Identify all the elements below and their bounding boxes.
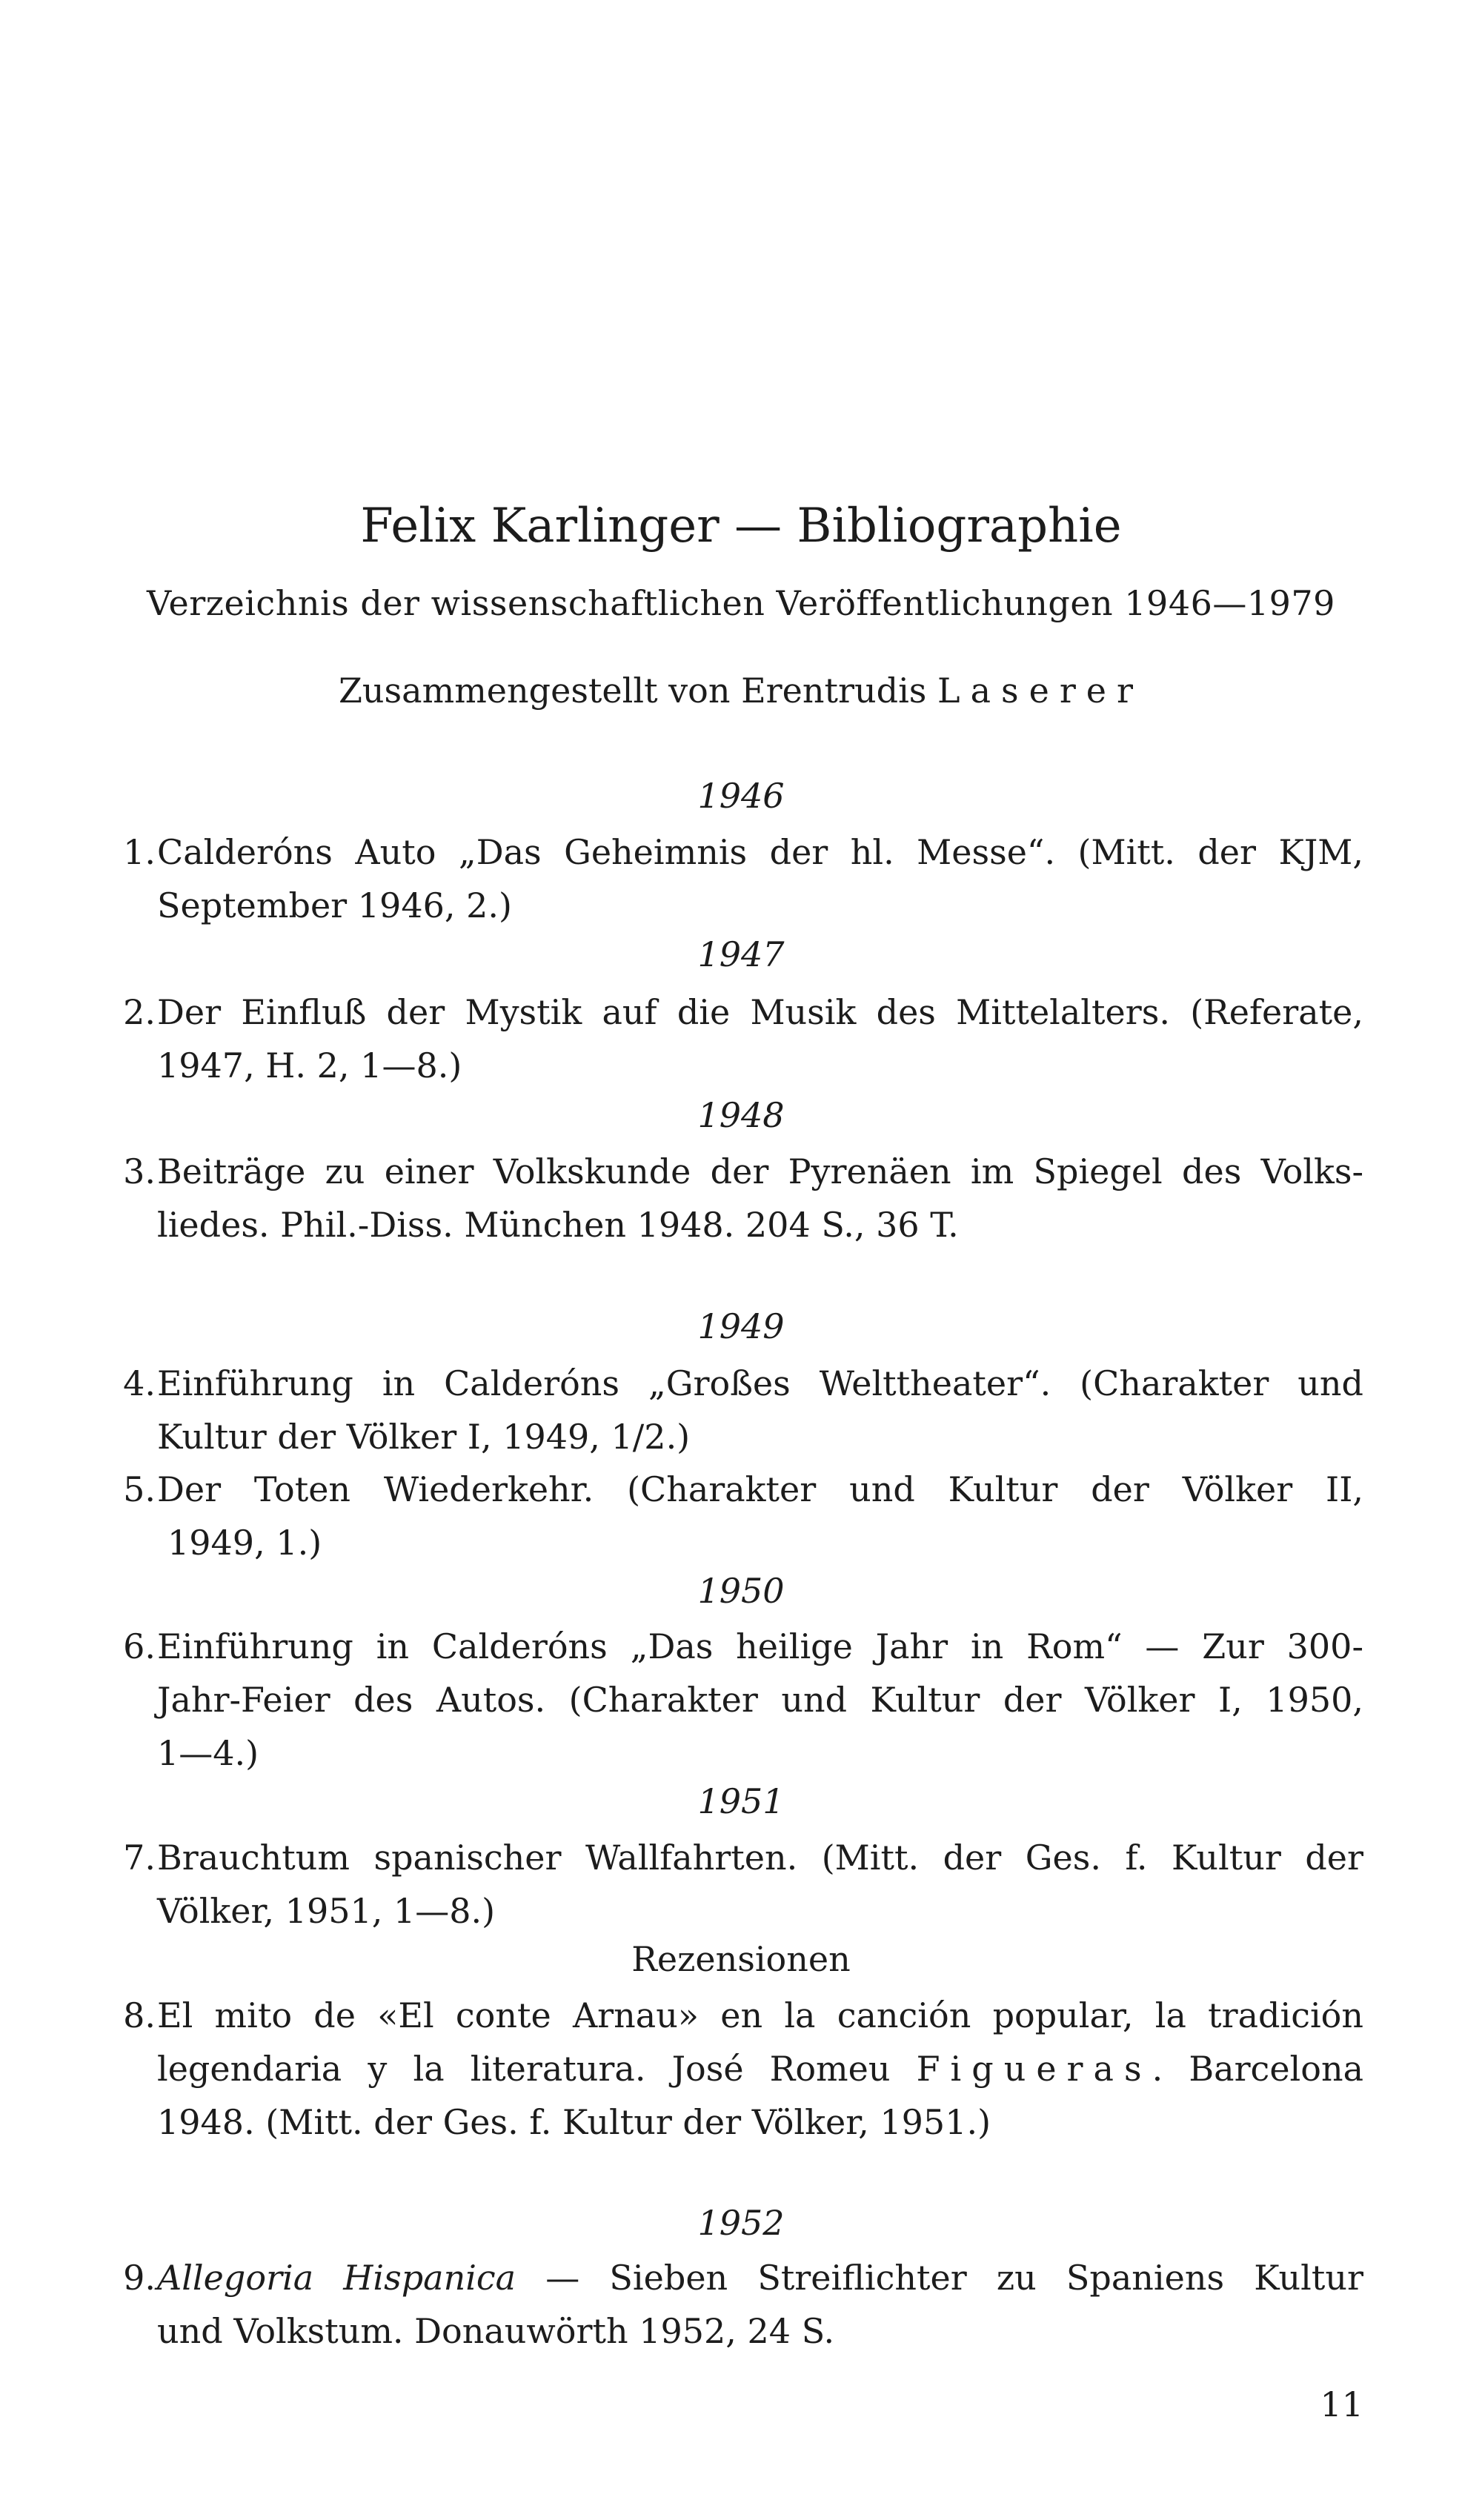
entry-number: 6.	[123, 1626, 156, 1666]
entry-line: 1—4.)	[157, 1733, 259, 1773]
entry-number: 5.	[123, 1469, 156, 1509]
entry-line: Jahr-Feier des Autos. (Charakter und Kultur der Völker I, 1950,	[157, 1680, 1363, 1720]
entry-line: Der Einfluß der Mystik auf die Musik des Mittelalters. (Referate,	[157, 992, 1363, 1032]
entry-line: El mito de «El conte Arnau» en la canción popular, la tradición	[157, 1995, 1363, 2035]
entry-number: 2.	[123, 992, 156, 1032]
entry-number: 4.	[123, 1363, 156, 1403]
entry-line-part: legendaria y la literatura. José Romeu	[157, 2049, 917, 2089]
entry-italic-title: Allegoria Hispanica	[157, 2258, 516, 2298]
entry-number: 8.	[123, 1995, 156, 2035]
entry-number: 3.	[123, 1151, 156, 1191]
year-heading-1952: 1952	[697, 2203, 785, 2243]
year-heading-1949: 1949	[697, 1306, 785, 1346]
compiler-line	[0, 671, 1482, 711]
entry-line: 1949, 1.)	[167, 1523, 322, 1563]
year-heading-1951: 1951	[697, 1781, 785, 1821]
page-title: Felix Karlinger — Bibliographie	[360, 499, 1122, 553]
entry-line: Kultur der Völker I, 1949, 1/2.)	[157, 1417, 691, 1457]
year-heading-1946: 1946	[697, 776, 785, 816]
entry-line: Beiträge zu einer Volkskunde der Pyrenäen im Spiegel des Volks-	[157, 1151, 1363, 1191]
page-number: 11	[1320, 2384, 1363, 2424]
entry-line	[157, 2042, 1363, 2095]
entry-line: Calderóns Auto „Das Geheimnis der hl. Messe“. (Mitt. der KJM,	[157, 832, 1363, 872]
author-name-spaced: Figueras	[916, 2049, 1152, 2089]
bib-entry-7	[104, 1831, 1363, 1938]
entry-line: Der Toten Wiederkehr. (Charakter und Kultur der Völker II,	[157, 1469, 1363, 1509]
entry-line-part: — Sieben Streiflichter zu Spaniens Kultur	[516, 2258, 1363, 2298]
entry-line: Einführung in Calderóns „Das heilige Jahr in Rom“ — Zur 300-	[157, 1626, 1363, 1666]
entry-number: 9.	[123, 2258, 156, 2298]
compiler-name: Laserer	[937, 671, 1144, 711]
entry-line: Einführung in Calderóns „Großes Welttheater“. (Charakter und	[157, 1363, 1363, 1403]
entry-line-part: . Barcelona	[1152, 2049, 1363, 2089]
entry-number: 1.	[123, 832, 156, 872]
entry-line	[157, 2251, 1363, 2304]
bib-entry-6	[104, 1620, 1363, 1780]
entry-number: 7.	[123, 1838, 156, 1878]
subheading-rezensionen: Rezensionen	[631, 1939, 851, 1979]
year-heading-1950: 1950	[697, 1571, 785, 1611]
year-heading-1947: 1947	[697, 934, 785, 974]
bib-entry-3	[104, 1145, 1363, 1251]
compiler-prefix: Zusammengestellt von Erentrudis	[338, 671, 938, 711]
bib-entry-2	[104, 985, 1363, 1092]
bib-entry-9	[104, 2251, 1363, 2358]
bib-entry-5	[104, 1463, 1363, 1569]
bib-entry-1	[104, 825, 1363, 932]
entry-line: 1947, H. 2, 1—8.)	[157, 1045, 462, 1086]
entry-line: und Volkstum. Donauwörth 1952, 24 S.	[157, 2311, 835, 2351]
entry-line: liedes. Phil.-Diss. München 1948. 204 S., 36 T.	[157, 1205, 959, 1245]
entry-line: Völker, 1951, 1—8.)	[157, 1891, 496, 1931]
year-heading-1948: 1948	[697, 1095, 785, 1135]
bib-entry-4	[104, 1357, 1363, 1463]
page-subtitle: Verzeichnis der wissenschaftlichen Veröffentlichungen 1946—1979	[147, 583, 1335, 623]
entry-line: September 1946, 2.)	[157, 885, 512, 925]
entry-line: 1948. (Mitt. der Ges. f. Kultur der Völker, 1951.)	[157, 2102, 991, 2142]
bib-entry-8	[104, 1989, 1363, 2149]
entry-line: Brauchtum spanischer Wallfahrten. (Mitt. der Ges. f. Kultur der	[157, 1838, 1363, 1878]
